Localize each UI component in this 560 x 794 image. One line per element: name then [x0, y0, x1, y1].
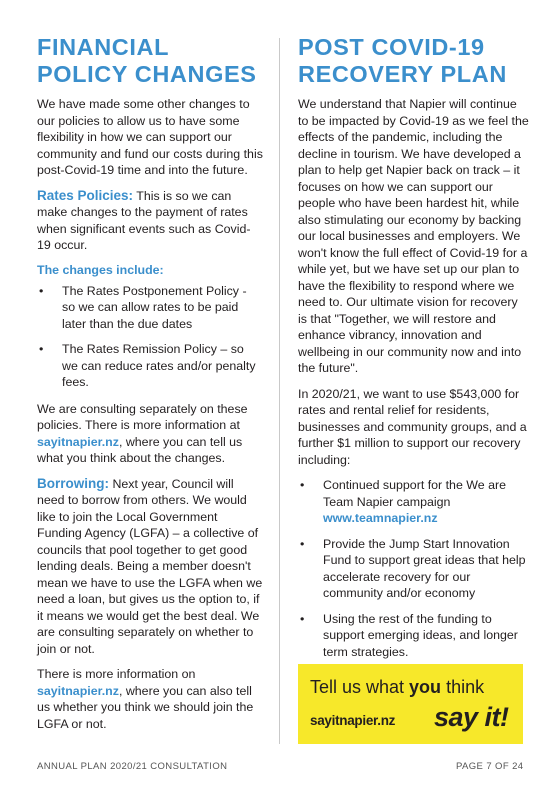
footer-page-number: PAGE 7 OF 24 — [456, 761, 524, 772]
rates-text: This is so we can make changes to the payment of rates when significant events such as Covid-19 occur. — [37, 188, 251, 252]
list-item — [298, 477, 530, 527]
changes-label: The changes include: — [37, 262, 164, 277]
financial-policy-section — [37, 34, 263, 741]
sayitnapier-link[interactable]: sayitnapier.nz — [37, 434, 119, 449]
borrowing-text: Next year, Council will need to borrow from others. We would like to join the Local Government Funding Agency (LGFA) – a collective of councils that pool together to get good lending deals. Being a member doesn't mean we have to use the LGFA when we need a loan, but gives us the option to, if it means we would get the best deal. We are consulting separately on whether to join or not. — [37, 476, 263, 656]
section-title — [37, 34, 263, 88]
recovery-paragraph: We understand that Napier will continue to be impacted by Covid-19 as we feel the effects of the pandemic, including the decline in tourism. We have developed a plan to help get Napier back on track – it focuses on how we can support our people who have been hardest hit, while also stimulating our economy by backing our local businesses and employers. We won't know the full effect of Covid-19 for a while yet, but we have set up our plan to have the flexibility to respond where we need to. Our ultimate vision for recovery is that "Together, we will restore and enhance vibrancy, innovation and wellbeing in our community now and into the future". — [298, 97, 529, 375]
consult-text: , where you can tell us what you think about the changes. — [37, 434, 243, 465]
list-item — [298, 536, 530, 602]
banner-title-text: Tell us what — [310, 677, 410, 697]
borrowing-paragraph — [37, 476, 263, 658]
list-item-text: Provide the Jump Start Innovation Fund to support great ideas that help accelerate recovery for our community and/or economy — [323, 536, 526, 600]
list-item-text: The Rates Remission Policy – so we can reduce rates and/or penalty fees. — [62, 342, 256, 389]
title-line: FINANCIAL — [37, 34, 170, 60]
bullet-icon: • — [39, 342, 44, 356]
funding-paragraph: In 2020/21, we want to use $543,000 for rates and rental relief for residents, businesses and community groups, and a further $1 million to support our recovery including: — [298, 386, 527, 467]
bullet-icon: • — [300, 611, 305, 626]
title-line: POLICY CHANGES — [37, 61, 257, 87]
banner-title — [310, 676, 484, 698]
bullet-icon: • — [300, 536, 305, 551]
list-item — [37, 283, 263, 333]
rates-heading: Rates Policies: — [37, 187, 134, 203]
banner-website[interactable]: sayitnapier.nz — [310, 713, 396, 728]
say-it-logo: say it! — [434, 702, 509, 732]
intro-paragraph: We have made some other changes to our policies to allow us to have some flexibility in how we can support our community and fund our costs during this post-Covid-19 time and into the future. — [37, 97, 263, 177]
column-divider — [279, 38, 280, 744]
title-line: POST COVID-19 — [298, 34, 485, 60]
changes-list — [37, 283, 263, 391]
recovery-plan-section — [298, 34, 530, 670]
footer-document-title: ANNUAL PLAN 2020/21 CONSULTATION — [37, 761, 228, 772]
banner-title-text: think — [441, 677, 485, 697]
list-item-text: Continued support for the We are Team Napier campaign — [323, 478, 506, 509]
more-info-paragraph — [37, 666, 263, 732]
list-item-text: The Rates Postponement Policy - so we can allow rates to be paid later than the due dates — [62, 283, 247, 331]
list-item-text: Using the rest of the funding to support emerging ideas, and longer term strategies. — [323, 611, 518, 659]
section-title — [298, 34, 530, 88]
recovery-list — [298, 477, 530, 660]
list-item — [298, 611, 530, 661]
title-line: RECOVERY PLAN — [298, 61, 507, 87]
rates-paragraph — [37, 188, 263, 254]
list-item — [37, 341, 263, 391]
more-info-text: , where you can also tell us whether you think we should join the LGFA or not. — [37, 683, 254, 731]
banner-title-emphasis: you — [409, 677, 442, 697]
sayitnapier-link[interactable]: sayitnapier.nz — [37, 683, 119, 698]
teamnapier-link[interactable]: www.teamnapier.nz — [323, 511, 438, 525]
bullet-icon: • — [39, 283, 44, 298]
borrowing-heading: Borrowing: — [37, 475, 109, 491]
say-it-banner[interactable] — [298, 664, 523, 744]
consult-text: We are consulting separately on these policies. There is more information at — [37, 401, 248, 432]
more-info-text: There is more information on — [37, 667, 196, 681]
bullet-icon: • — [300, 478, 305, 492]
consult-paragraph — [37, 401, 263, 467]
